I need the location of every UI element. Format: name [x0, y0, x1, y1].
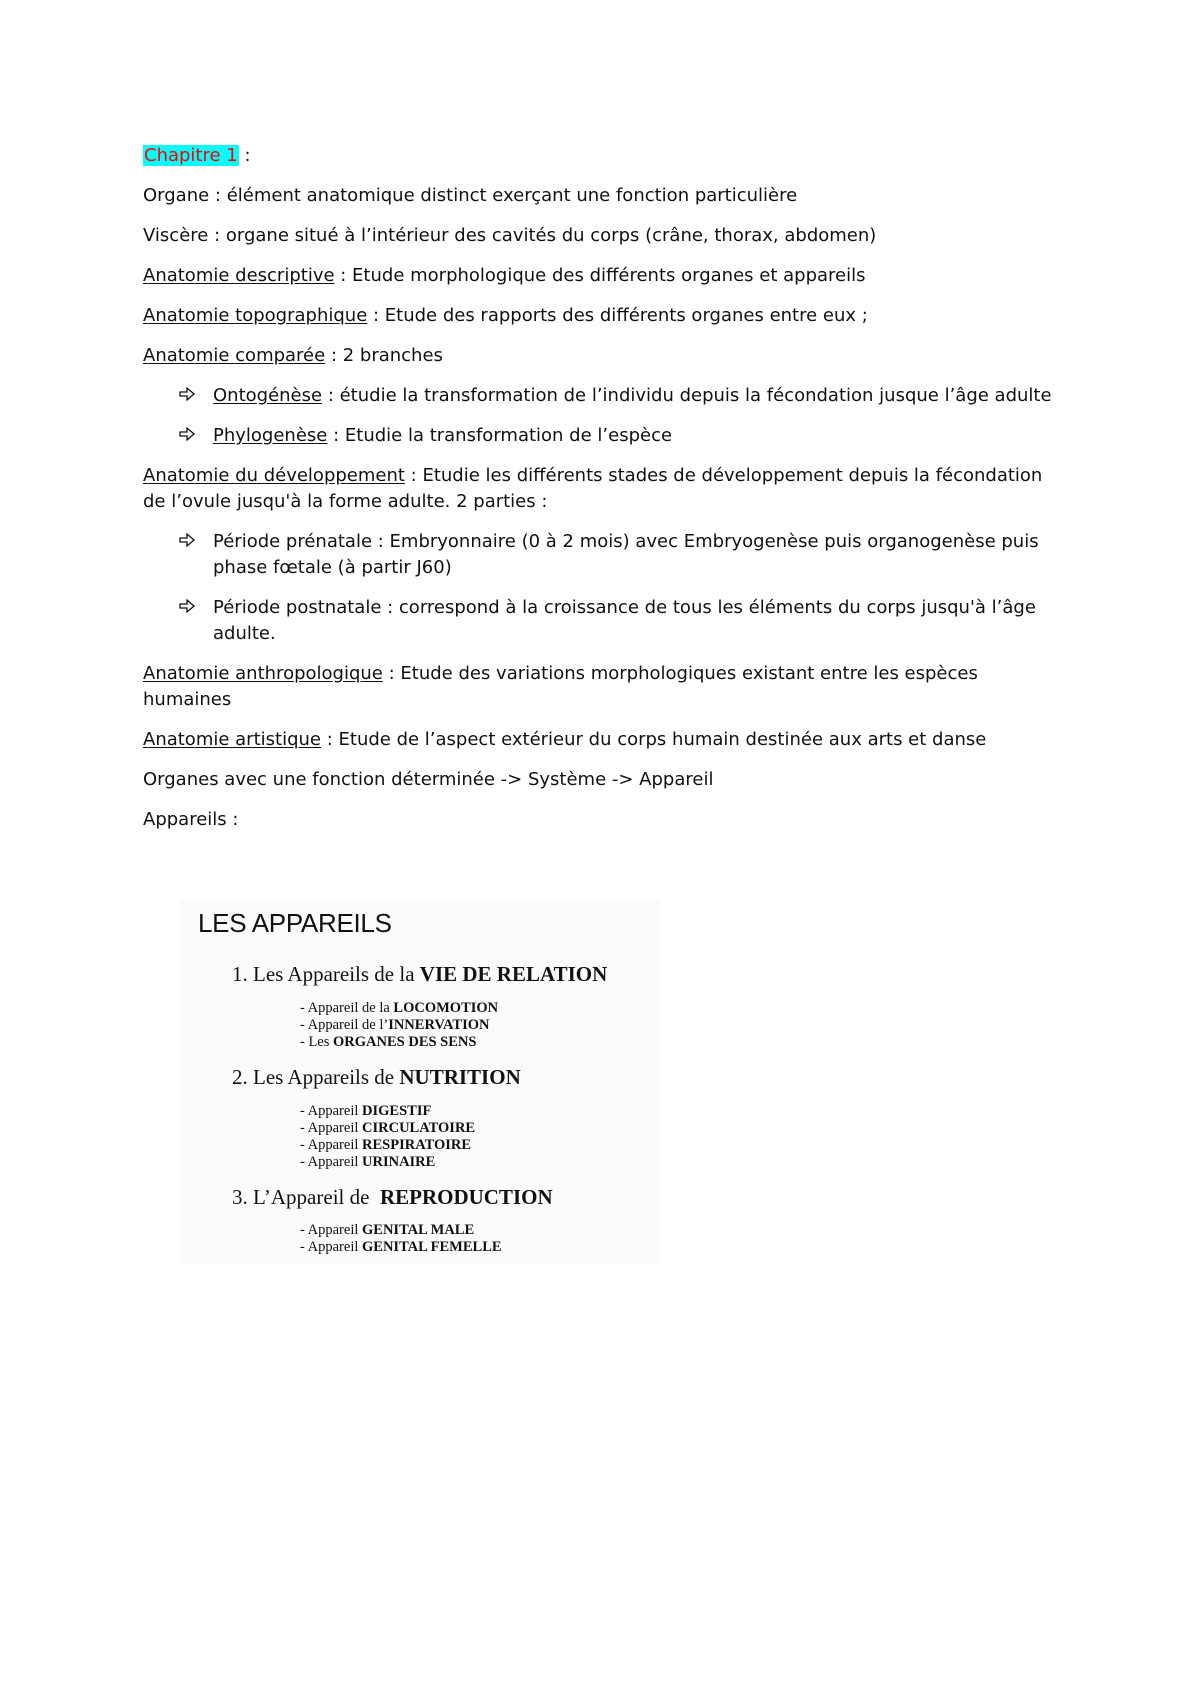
- item-prefix: - Les: [300, 1034, 334, 1050]
- definition-anatomie-artistique: [143, 729, 986, 751]
- figure-item: [300, 1000, 498, 1017]
- appareils-figure: [180, 900, 660, 1265]
- definition: : organe situé à l’intérieur des cavités du corps (crâne, thorax, abdomen): [208, 225, 877, 246]
- item-bold: INNERVATION: [388, 1017, 490, 1033]
- chapter-label: Chapitre 1: [144, 145, 238, 166]
- figure-title: LES APPAREILS: [198, 908, 392, 938]
- term: Anatomie du développement: [143, 465, 405, 486]
- definition: : Etude morphologique des différents organes et appareils: [334, 265, 866, 286]
- bullet-text-continuation: phase fœtale (à partir J60): [213, 557, 452, 578]
- definition: : 2 branches: [325, 345, 443, 366]
- term: Anatomie topographique: [143, 305, 368, 326]
- appareils-label: Appareils :: [143, 809, 239, 830]
- section-bold: REPRODUCTION: [379, 1185, 553, 1209]
- item-bold: RESPIRATOIRE: [362, 1137, 472, 1153]
- section-prefix: 3. L’Appareil de: [232, 1185, 380, 1209]
- figure-item: [300, 1120, 475, 1137]
- chapter-heading: [143, 145, 251, 167]
- definition: : Etudie les différents stades de développement depuis la fécondation: [404, 465, 1043, 486]
- item-bold: URINAIRE: [362, 1154, 436, 1170]
- definition-continuation: de l’ovule jusqu'à la forme adulte. 2 parties :: [143, 491, 548, 512]
- figure-item: [300, 1034, 476, 1051]
- item-prefix: - Appareil: [300, 1154, 363, 1170]
- figure-section-3: [232, 1185, 553, 1210]
- section-bold: NUTRITION: [399, 1065, 521, 1089]
- definition-anatomie-anthropologique: [143, 663, 978, 685]
- definition-viscere: [143, 225, 876, 247]
- figure-item: [300, 1103, 431, 1120]
- figure-section-1: [232, 962, 607, 987]
- term: Phylogenèse: [213, 425, 328, 446]
- definition: : Etudie la transformation de l’espèce: [327, 425, 673, 446]
- term: Viscère: [143, 225, 209, 246]
- section-prefix: 2. Les Appareils de: [232, 1065, 400, 1089]
- term: Anatomie comparée: [143, 345, 326, 366]
- term: Anatomie descriptive: [143, 265, 335, 286]
- item-prefix: - Appareil: [300, 1239, 363, 1255]
- item-bold: GENITAL FEMELLE: [362, 1239, 502, 1255]
- figure-item: [300, 1017, 489, 1034]
- figure-item: [300, 1137, 471, 1154]
- item-bold: DIGESTIF: [362, 1103, 432, 1119]
- definition: : Etude des rapports des différents organes entre eux ;: [367, 305, 868, 326]
- definition-continuation: humaines: [143, 689, 232, 710]
- figure-item: [300, 1154, 435, 1171]
- arrow-right-outline-icon: [179, 532, 195, 548]
- item-bold: LOCOMOTION: [393, 1000, 499, 1016]
- definition: : Etude des variations morphologiques existant entre les espèces: [382, 663, 978, 684]
- item-prefix: - Appareil de la: [300, 1000, 394, 1016]
- definition-anatomie-developpement: [143, 465, 1042, 487]
- definition: : Etude de l’aspect extérieur du corps humain destinée aux arts et danse: [321, 729, 987, 750]
- chapter-suffix: :: [238, 145, 251, 166]
- definition: : étudie la transformation de l’individu depuis la fécondation jusque l’âge adulte: [322, 385, 1052, 406]
- bullet-text: Période prénatale : Embryonnaire (0 à 2 mois) avec Embryogenèse puis organogenèse puis: [213, 531, 1039, 552]
- item-prefix: - Appareil: [300, 1120, 363, 1136]
- item-bold: ORGANES DES SENS: [333, 1034, 477, 1050]
- term: Anatomie anthropologique: [143, 663, 383, 684]
- figure-item: [300, 1222, 474, 1239]
- section-prefix: 1. Les Appareils de la: [232, 962, 420, 986]
- bullet-text-continuation: adulte.: [213, 623, 276, 644]
- bullet-text: Période postnatale : correspond à la croissance de tous les éléments du corps jusqu'à l’âge: [213, 597, 1036, 618]
- figure-item: [300, 1239, 502, 1256]
- definition-anatomie-descriptive: [143, 265, 866, 287]
- item-bold: GENITAL MALE: [362, 1222, 475, 1238]
- item-prefix: - Appareil: [300, 1222, 363, 1238]
- definition-anatomie-comparee: [143, 345, 443, 367]
- term: Organe: [143, 185, 210, 206]
- section-bold: VIE DE RELATION: [419, 962, 608, 986]
- term: Anatomie artistique: [143, 729, 321, 750]
- arrow-right-outline-icon: [179, 598, 195, 614]
- item-prefix: - Appareil: [300, 1137, 363, 1153]
- definition: : élément anatomique distinct exerçant une fonction particulière: [209, 185, 798, 206]
- item-prefix: - Appareil: [300, 1103, 363, 1119]
- arrow-right-outline-icon: [179, 426, 195, 442]
- term: Ontogénèse: [213, 385, 323, 406]
- item-bold: CIRCULATOIRE: [362, 1120, 476, 1136]
- definition-anatomie-topographique: [143, 305, 868, 327]
- arrow-right-outline-icon: [179, 386, 195, 402]
- figure-section-2: [232, 1065, 521, 1090]
- item-prefix: - Appareil de l’: [300, 1017, 389, 1033]
- definition-organe: [143, 185, 797, 207]
- systeme-line: Organes avec une fonction déterminée -> Système -> Appareil: [143, 769, 714, 790]
